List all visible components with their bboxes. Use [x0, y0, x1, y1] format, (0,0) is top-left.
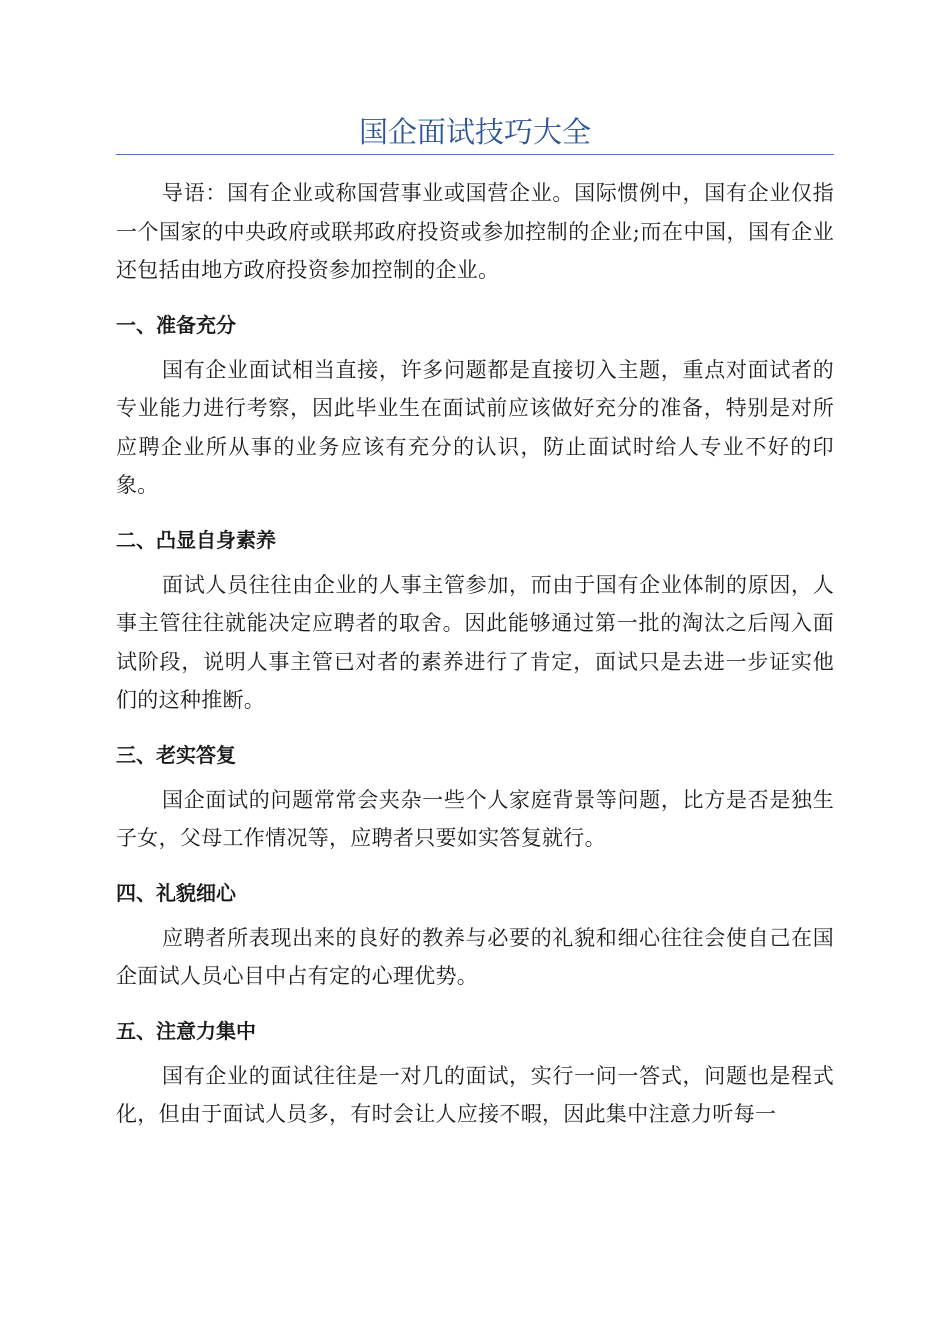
section-heading-2: 二、凸显自身素养	[116, 527, 276, 552]
section-heading-1: 一、准备充分	[116, 312, 236, 337]
section-heading-3: 三、老实答复	[116, 742, 236, 767]
section-heading-4: 四、礼貌细心	[116, 880, 236, 905]
section-body-3: 国企面试的问题常常会夹杂一些个人家庭背景等问题，比方是否是独生子女，父母工作情况等，应聘者只要如实答复就行。	[116, 787, 834, 850]
document-title: 国企面试技巧大全	[358, 115, 591, 149]
section-body-1: 国有企业面试相当直接，许多问题都是直接切入主题，重点对面试者的专业能力进行考察，因此毕业生在面试前应该做好充分的准备，特别是对所应聘企业所从事的业务应该有充分的认识，防止面试时给人专业不好的印象。	[116, 357, 834, 497]
document-body	[116, 174, 834, 1134]
section-body-2: 面试人员往往由企业的人事主管参加，而由于国有企业体制的原因，人事主管往往就能决定应聘者的取舍。因此能够通过第一批的淘汰之后闯入面试阶段，说明人事主管已对者的素养进行了肯定，面试只是去进一步证实他们的这种推断。	[116, 572, 834, 712]
section-body-4: 应聘者所表现出来的良好的教养与必要的礼貌和细心往往会使自己在国企面试人员心目中占有定的心理优势。	[116, 925, 834, 988]
section-heading-5: 五、注意力集中	[116, 1018, 256, 1043]
title-underline	[116, 154, 834, 155]
section-body-5: 国有企业的面试往往是一对几的面试，实行一问一答式，问题也是程式化，但由于面试人员多，有时会让人应接不暇，因此集中注意力听每一	[116, 1063, 834, 1126]
intro-paragraph: 导语：国有企业或称国营事业或国营企业。国际惯例中，国有企业仅指一个国家的中央政府或联邦政府投资或参加控制的企业;而在中国，国有企业还包括由地方政府投资参加控制的企业。	[116, 181, 834, 282]
